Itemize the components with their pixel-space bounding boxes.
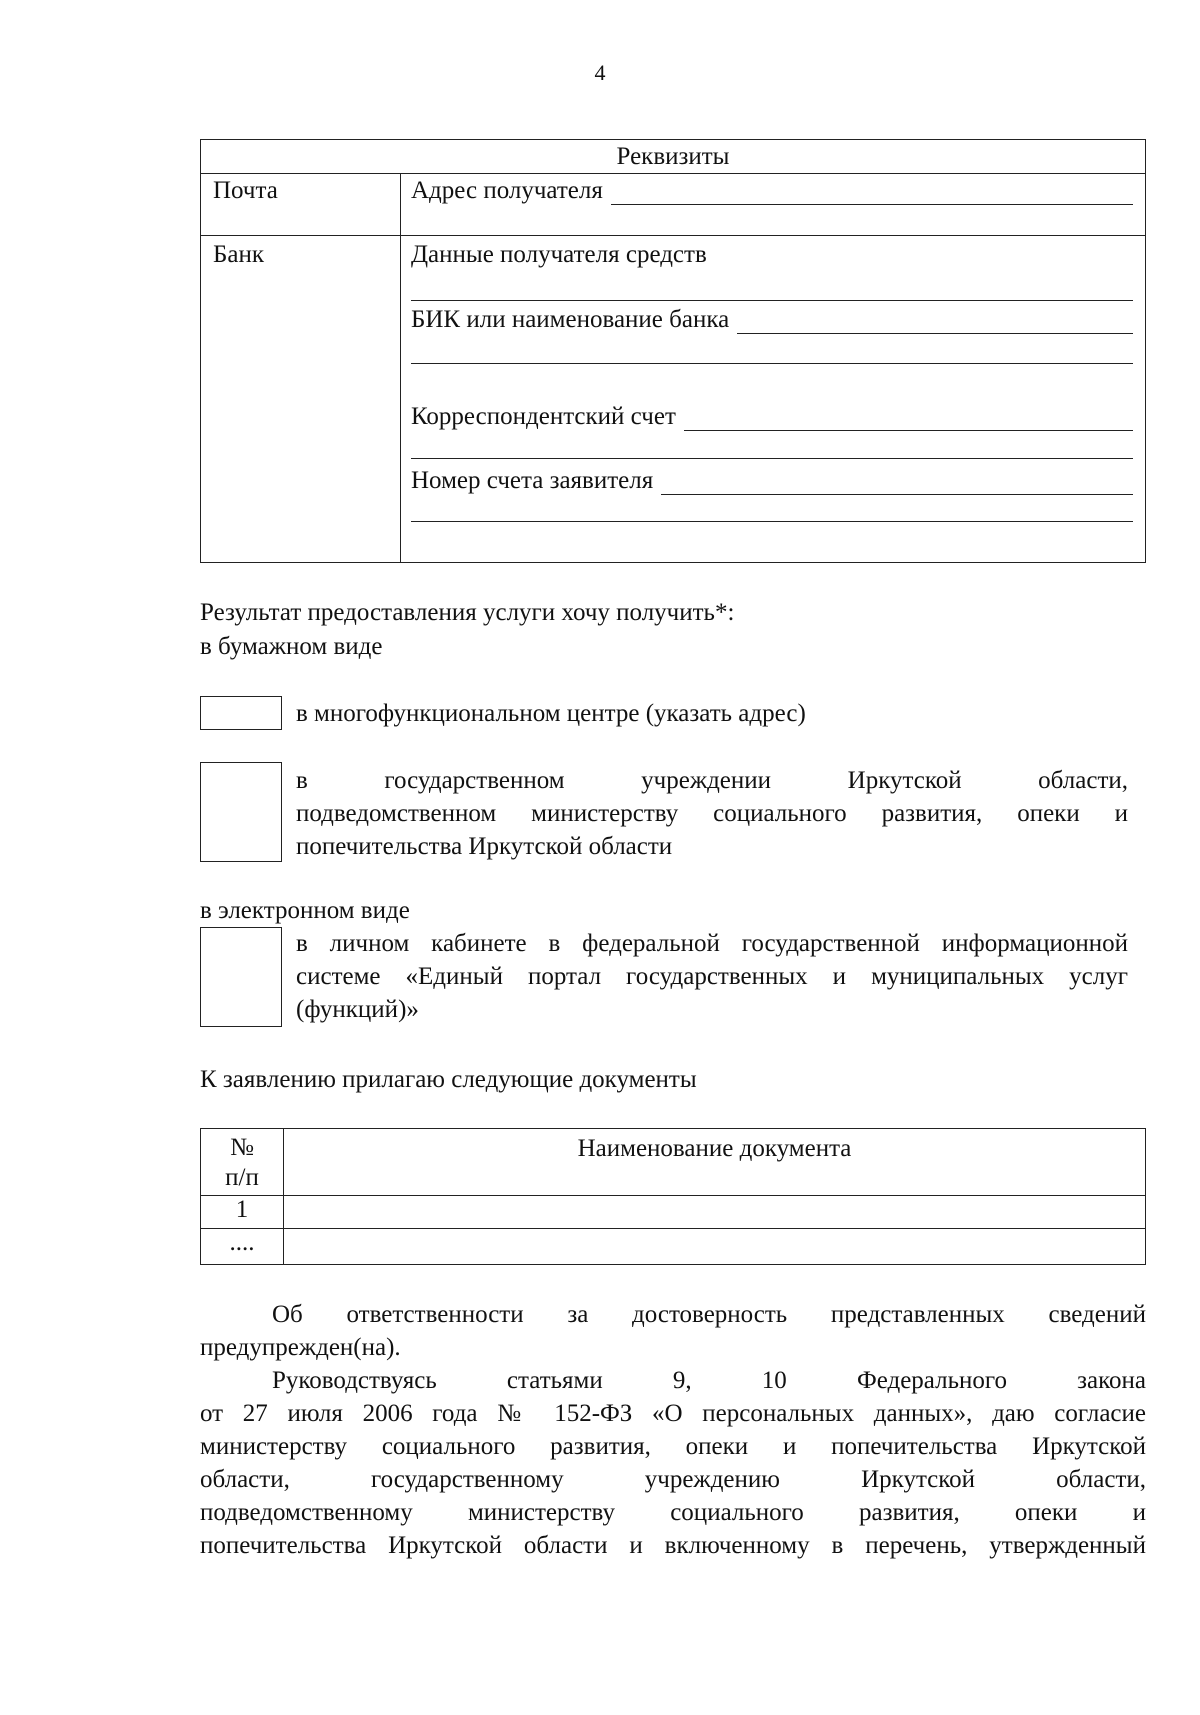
name-column-label: Наименование документа [577, 1135, 852, 1162]
corr-account-blank-extra[interactable] [411, 458, 1133, 459]
number-column-header [201, 1129, 284, 1196]
bik-blank[interactable] [737, 311, 1133, 334]
state-institution-line: подведомственном министерству социального развития, опеки и [296, 800, 1128, 827]
mfc-option-text [296, 697, 1128, 730]
bik-label: БИК или наименование банка [411, 306, 730, 333]
page-number: 4 [594, 60, 606, 85]
row-number: .... [201, 1229, 284, 1265]
row-document-name[interactable] [284, 1229, 1146, 1265]
table-row [201, 1196, 1146, 1229]
portal-line: в личном кабинете в федеральной государственной информационной [296, 930, 1128, 957]
recipient-address-field[interactable] [411, 177, 1133, 205]
portal-line: (функций)» [296, 996, 419, 1023]
state-institution-option-text [296, 764, 1128, 863]
recipient-data-label: Данные получателя средств [411, 241, 707, 268]
electronic-label: в электронном виде [200, 897, 410, 924]
portal-checkbox[interactable] [200, 927, 282, 1027]
paragraph-line: министерству социального развития, опеки и попечительства Иркутской [200, 1433, 1146, 1460]
paragraph-line: предупрежден(на). [200, 1334, 401, 1361]
paragraph-line: Руководствуясь статьями 9, 10 Федерального закона [272, 1367, 1146, 1394]
documents-table [200, 1128, 1146, 1265]
paragraph-line: попечительства Иркутской области и включенному в перечень, утвержденный [200, 1532, 1146, 1559]
row-divider [201, 235, 1145, 236]
number-header-line1: № [230, 1134, 254, 1161]
number-header-line2: п/п [225, 1164, 259, 1191]
requisites-header: Реквизиты [201, 140, 1145, 174]
applicant-account-label: Номер счета заявителя [411, 467, 654, 494]
recipient-address-label: Адрес получателя [411, 177, 603, 204]
responsibility-paragraph [200, 1298, 1146, 1364]
recipient-data-field [411, 241, 1133, 269]
applicant-account-blank[interactable] [661, 472, 1133, 495]
result-heading: Результат предоставления услуги хочу получить*: [200, 599, 735, 626]
row-document-name[interactable] [284, 1196, 1146, 1229]
column-divider [400, 173, 401, 562]
portal-option-text [296, 927, 1128, 1026]
row-number: 1 [201, 1196, 284, 1229]
corr-account-field[interactable] [411, 403, 1133, 431]
applicant-account-blank-extra[interactable] [411, 521, 1133, 522]
bik-blank-extra[interactable] [411, 363, 1133, 364]
bik-field[interactable] [411, 306, 1133, 334]
consent-paragraph [200, 1364, 1146, 1562]
paragraph-line: Об ответственности за достоверность представленных сведений [272, 1301, 1146, 1328]
paragraph-line: области, государственному учреждению Иркутской области, [200, 1466, 1146, 1493]
requisites-table [200, 139, 1146, 563]
table-row [201, 1229, 1146, 1265]
paper-label: в бумажном виде [200, 633, 383, 660]
mfc-checkbox[interactable] [200, 696, 282, 730]
documents-header-row [201, 1129, 1146, 1196]
state-institution-line: попечительства Иркутской области [296, 833, 673, 860]
corr-account-label: Корреспондентский счет [411, 403, 676, 430]
corr-account-blank[interactable] [684, 408, 1133, 431]
mail-label: Почта [213, 177, 278, 204]
mfc-option-line: в многофункциональном центре (указать адрес) [296, 700, 806, 727]
applicant-account-field[interactable] [411, 467, 1133, 495]
paragraph-line: подведомственному министерству социального развития, опеки и [200, 1499, 1146, 1526]
state-institution-checkbox[interactable] [200, 762, 282, 862]
bank-label: Банк [213, 241, 264, 268]
recipient-data-blank[interactable] [411, 300, 1133, 301]
name-column-header [284, 1129, 1146, 1196]
state-institution-line: в государственном учреждении Иркутской области, [296, 767, 1128, 794]
recipient-address-blank[interactable] [611, 182, 1133, 205]
paragraph-line: от 27 июля 2006 года № 152-ФЗ «О персональных данных», даю согласие [200, 1400, 1146, 1427]
portal-line: системе «Единый портал государственных и муниципальных услуг [296, 963, 1128, 990]
documents-heading: К заявлению прилагаю следующие документы [200, 1066, 697, 1093]
